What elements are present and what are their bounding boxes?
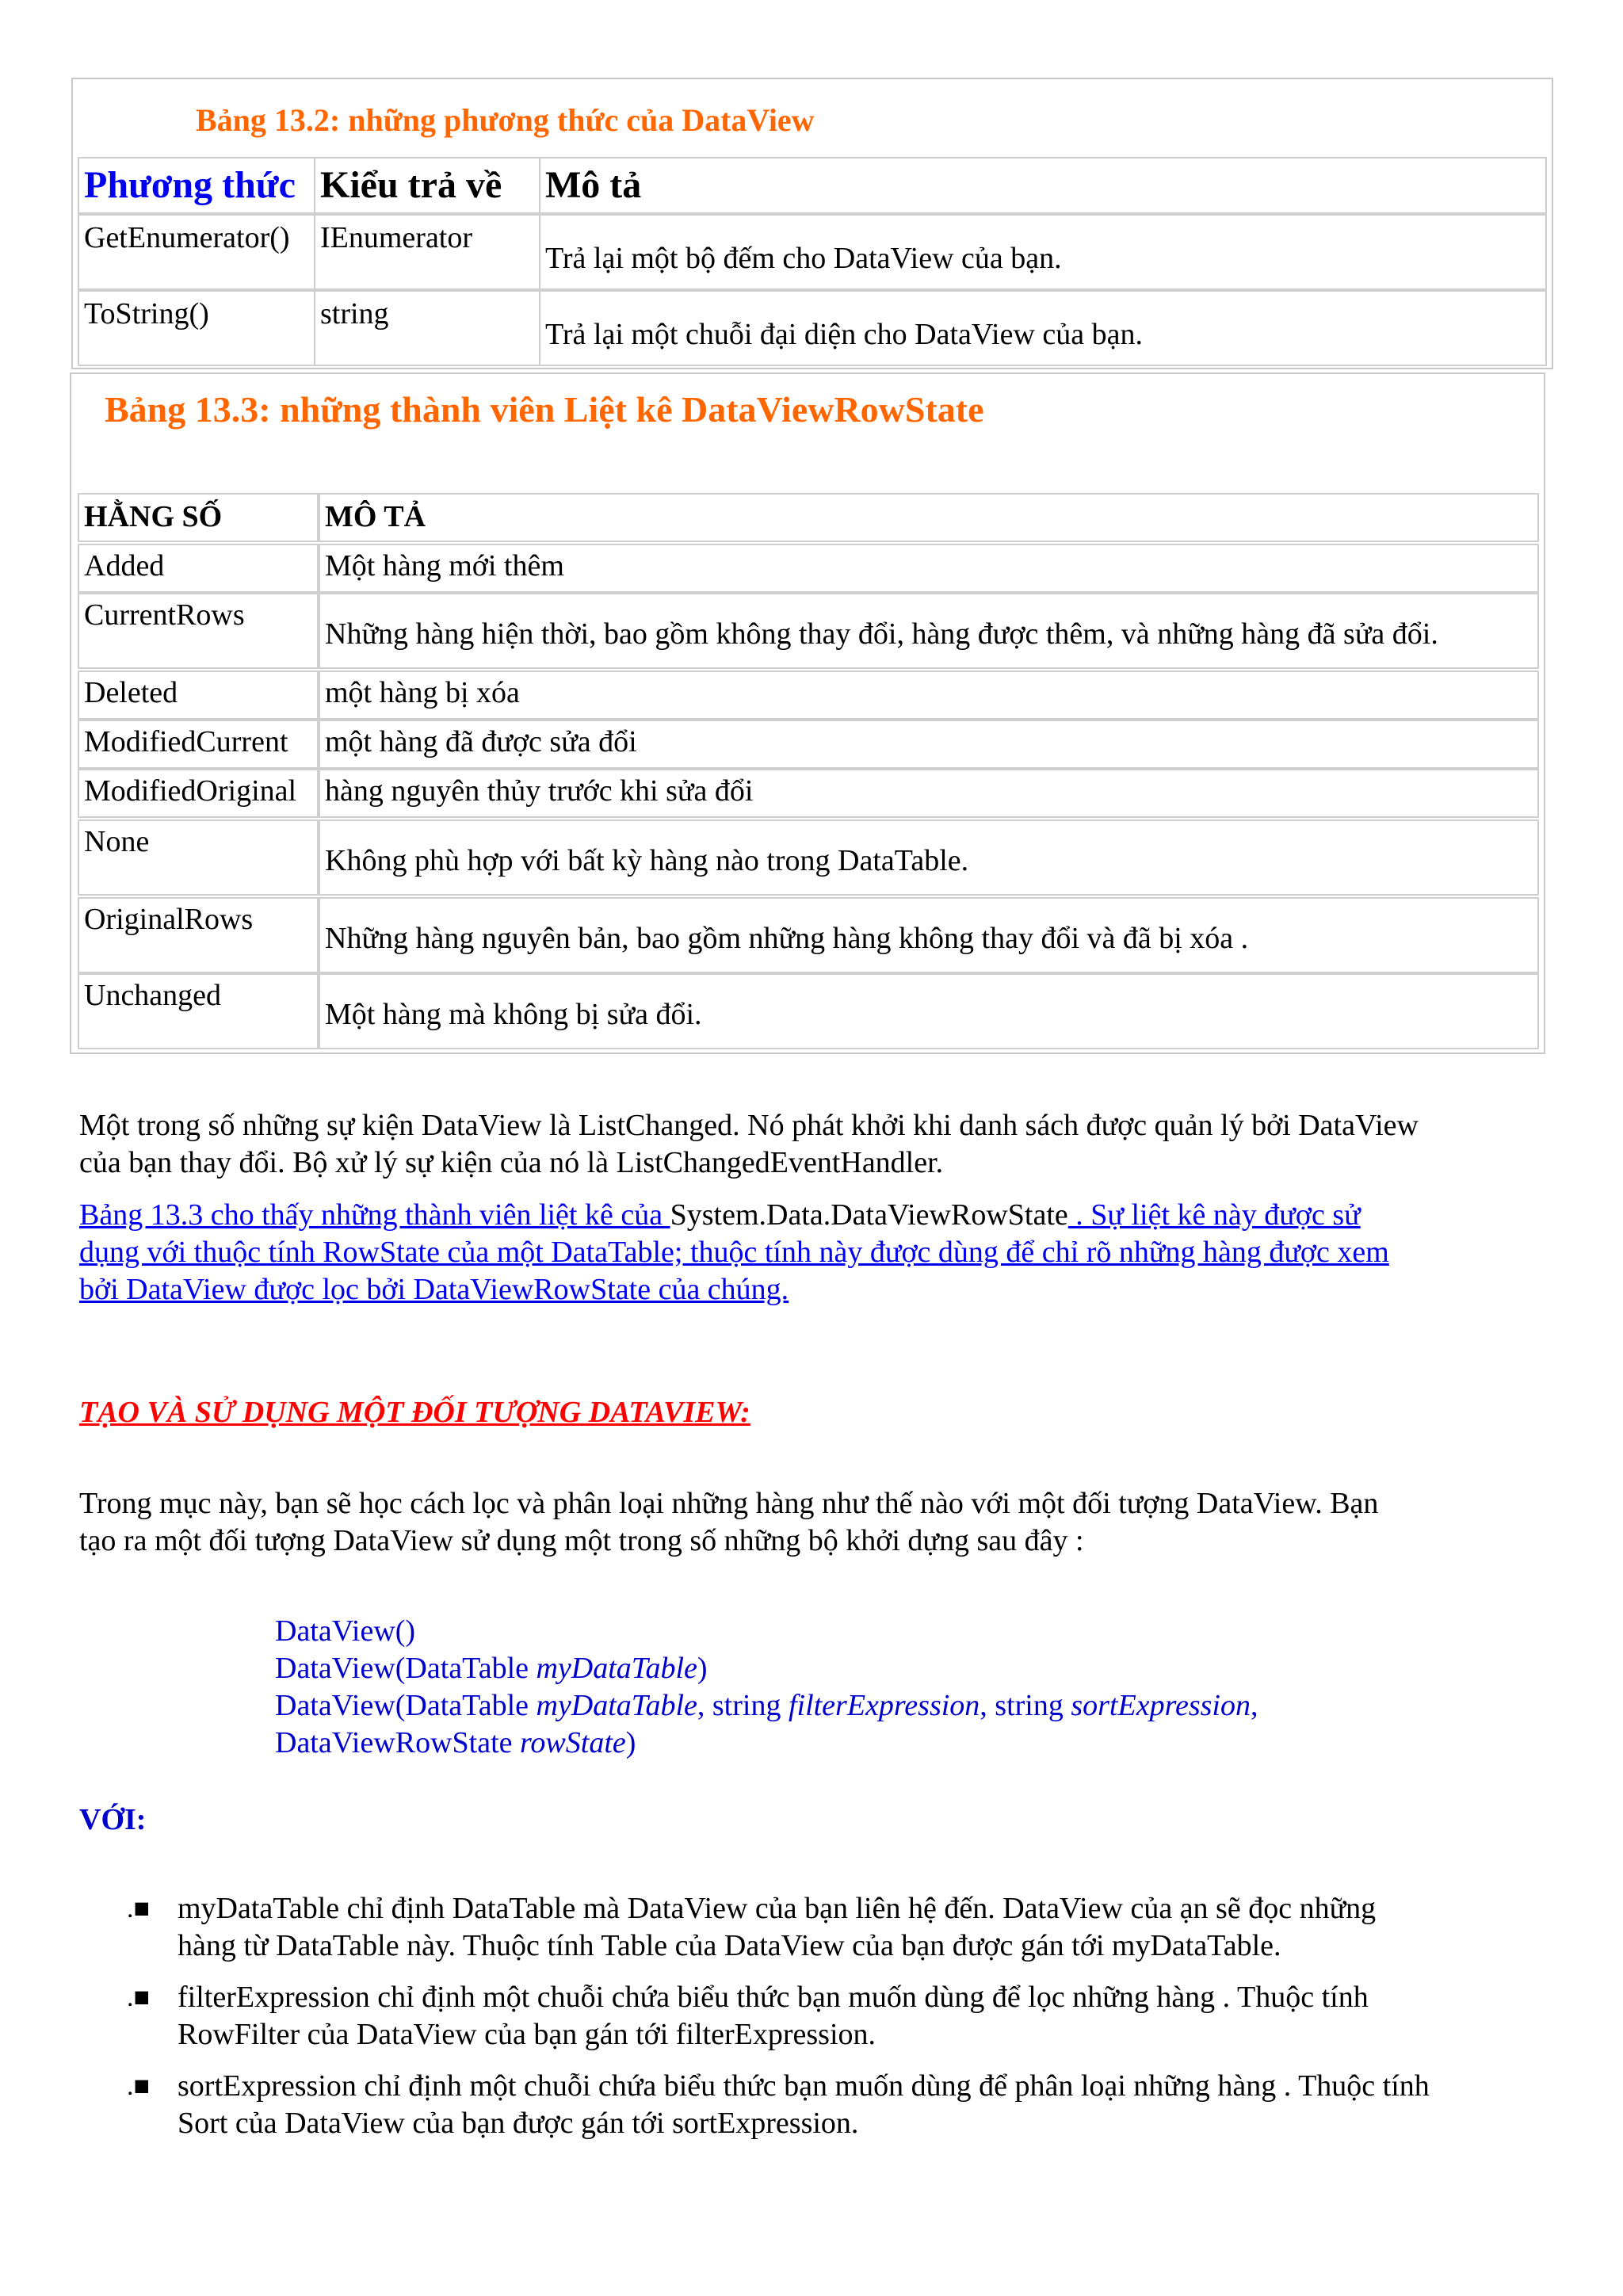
table-cell: Một hàng mà không bị sửa đổi. [319,973,1539,1049]
ctor-text: DataViewRowState [275,1726,521,1759]
table-row: Unchanged [78,973,319,1049]
paragraph-listchanged-line1: Một trong số những sự kiện DataView là ListChanged. Nó phát khởi khi danh sách được quản lý bởi DataView [79,1109,1419,1142]
table-row: ToString() [78,290,315,366]
paragraph-intro-line2: tạo ra một đối tượng DataView sử dụng một trong số những bộ khởi dựng sau đây : [79,1524,1084,1557]
paragraph-rowstate-line2[interactable]: dụng với thuộc tính RowState của một DataTable; thuộc tính này được dùng để chỉ rõ những hàng được xem [79,1236,1389,1269]
ctor-param: myDataTable [536,1652,697,1685]
list-item-cont: RowFilter của DataView của bạn gán tới filterExpression. [178,2018,876,2051]
table-cell: Trả lại một chuỗi đại diện cho DataView của bạn. [539,290,1547,366]
table-13-3-caption: Bảng 13.3: những thành viên Liệt kê DataViewRowState [105,389,984,430]
table-row: Added [78,544,319,593]
list-item: sortExpression chỉ định một chuỗi chứa biểu thức bạn muốn dùng để phân loại những hàng . Thuộc tính [178,2069,1430,2103]
list-item-cont: Sort của DataView của bạn được gán tới sortExpression. [178,2107,859,2140]
table-cell: một hàng đã được sửa đổi [319,720,1539,769]
table-cell: Những hàng hiện thời, bao gồm không thay đổi, hàng được thêm, và những hàng đã sửa đổi. [319,593,1539,669]
table-13-2-caption: Bảng 13.2: những phương thức của DataView [196,102,815,138]
table-row: Deleted [78,670,319,720]
table-row: ModifiedCurrent [78,720,319,769]
table-13-3-link[interactable]: Bảng 13.3 cho thấy những thành viên liệt kê của [79,1198,670,1232]
paragraph-rowstate-line1 [79,1197,1361,1234]
table-row: ModifiedOriginal [78,769,319,818]
constructor-default: DataView() [275,1614,416,1648]
list-item: filterExpression chỉ định một chuỗi chứa biểu thức bạn muốn dùng để lọc những hàng . Thuộc tính [178,1981,1369,2014]
ctor-text: , string [697,1689,789,1722]
table-cell: hàng nguyên thủy trước khi sửa đổi [319,769,1539,818]
table-row: None [78,819,319,896]
table-cell: IEnumerator [314,214,540,290]
ctor-param: myDataTable [536,1689,697,1722]
table-13-2-header-description: Mô tả [539,157,1547,214]
bullet-marker-icon: .■ [127,2072,151,2101]
table-row: OriginalRows [78,897,319,973]
table-cell: Không phù hợp với bất kỳ hàng nào trong DataTable. [319,819,1539,896]
table-cell: string [314,290,540,366]
constructor-full-line1 [275,1687,1258,1725]
table-row: GetEnumerator() [78,214,315,290]
paragraph-intro-line1: Trong mục này, bạn sẽ học cách lọc và phân loại những hàng như thế nào với một đối tượng DataView. Bạn [79,1487,1379,1520]
table-13-2-header-return: Kiểu trả về [314,157,540,214]
table-13-3-header-description: MÔ TẢ [319,493,1539,542]
table-row: CurrentRows [78,593,319,669]
rowstate-link-tail[interactable]: . Sự liệt kê này được sử [1067,1198,1361,1232]
bullet-marker-icon: .■ [127,1894,151,1924]
ctor-text: ) [697,1652,708,1685]
paragraph-rowstate-line3[interactable]: bởi DataView được lọc bởi DataViewRowState của chúng. [79,1273,789,1306]
constructor-full-line2 [275,1725,636,1762]
list-item-cont: hàng từ DataTable này. Thuộc tính Table của DataView của bạn được gán tới myDataTable. [178,1929,1281,1962]
table-cell: Một hàng mới thêm [319,544,1539,593]
table-13-2-header-method: Phương thức [78,157,315,214]
constructor-datatable [275,1650,708,1687]
bullet-marker-icon: .■ [127,1983,151,2012]
ctor-text: , [1250,1689,1258,1722]
table-cell: một hàng bị xóa [319,670,1539,720]
ctor-text: DataView(DataTable [275,1652,537,1685]
rowstate-type-name: System.Data.DataViewRowState [670,1198,1068,1232]
with-label: VỚI: [79,1803,147,1836]
section-heading[interactable]: TẠO VÀ SỬ DỤNG MỘT ĐỐI TƯỢNG DATAVIEW: [79,1396,750,1429]
table-cell: Những hàng nguyên bản, bao gồm những hàng không thay đổi và đã bị xóa . [319,897,1539,973]
ctor-text: , string [980,1689,1071,1722]
ctor-param: filterExpression [788,1689,980,1722]
ctor-param: sortExpression [1071,1689,1251,1722]
ctor-param: rowState [520,1726,626,1759]
list-item: myDataTable chỉ định DataTable mà DataView của bạn liên hệ đến. DataView của ạn sẽ đọc những [178,1892,1377,1925]
ctor-text: ) [625,1726,636,1759]
paragraph-listchanged-line2: của bạn thay đổi. Bộ xử lý sự kiện của nó là ListChangedEventHandler. [79,1146,944,1179]
table-13-3-header-constant: HẰNG SỐ [78,493,319,542]
table-cell: Trả lại một bộ đếm cho DataView của bạn. [539,214,1547,290]
ctor-text: DataView(DataTable [275,1689,537,1722]
